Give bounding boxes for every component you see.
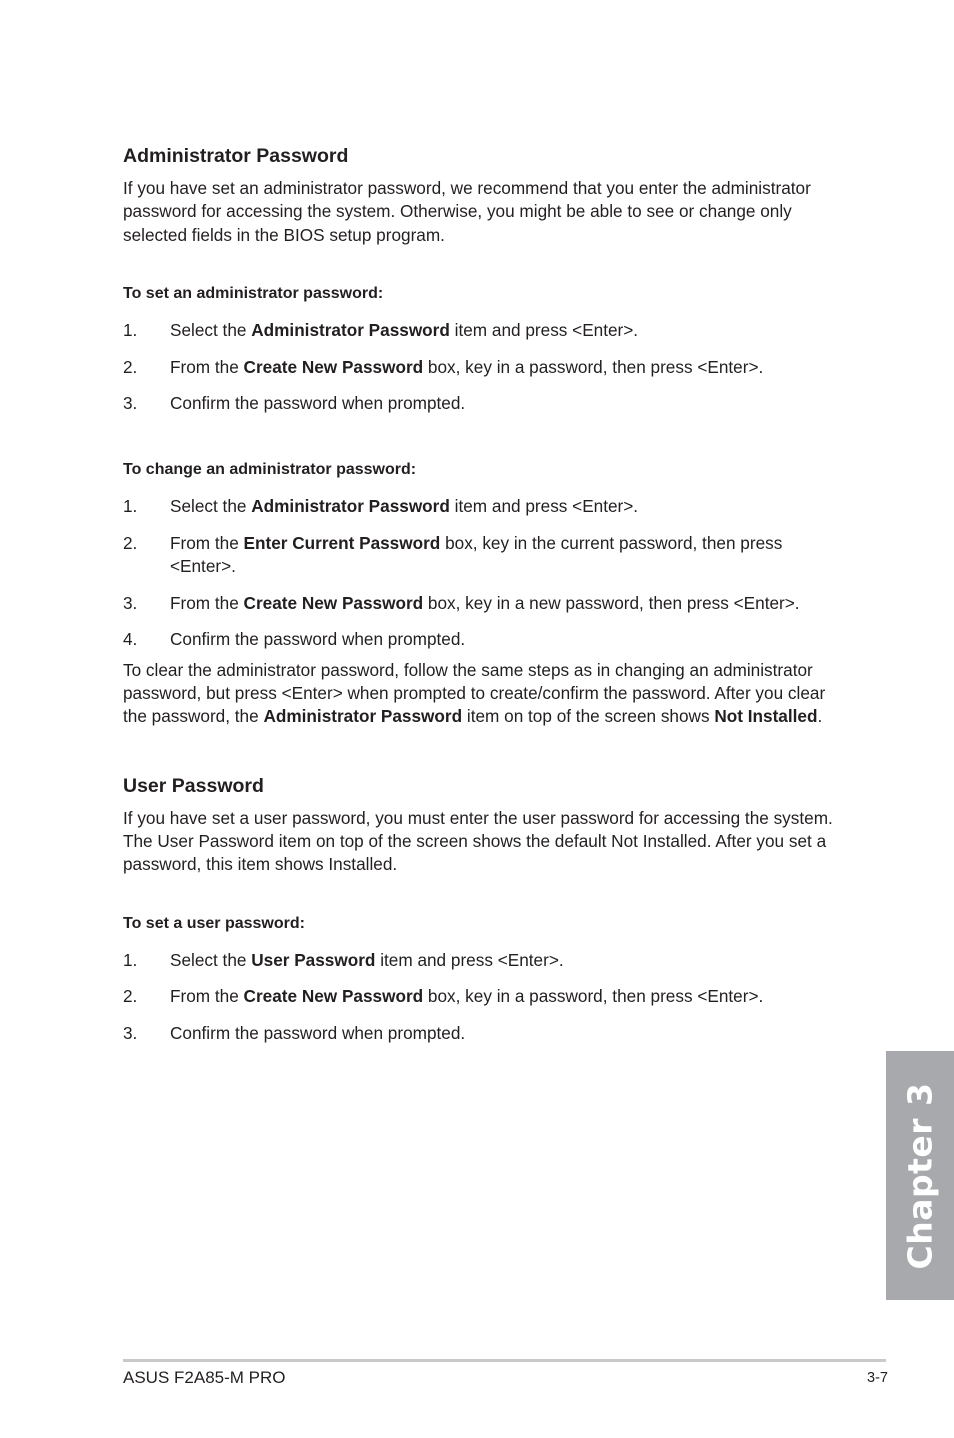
user-password-heading: User Password [123,774,264,797]
change-admin-title: To change an administrator password: [123,460,417,478]
admin-password-intro: If you have set an administrator password, we recommend that you enter the administrator password for accessing the system. Otherwise, you might be able to see or change only selected fields in the BIOS setup program. [123,178,811,245]
list-item: 3. From the Create New Password box, key in a new password, then press <Enter>. [123,592,800,613]
footer-page-number: 3-7 [867,1370,888,1386]
list-item: 1. Select the User Password item and press <Enter>. [123,949,564,970]
set-user-title: To set a user password: [123,914,305,932]
list-item: 1. Select the Administrator Password item and press <Enter>. [123,319,639,340]
list-item: 2. From the Enter Current Password box, key in the current password, then press <Enter>. [123,532,783,576]
chapter-tab-label: Chapter 3 [900,1082,940,1269]
list-item: 2. From the Create New Password box, key in a password, then press <Enter>. [123,356,764,377]
set-admin-title: To set an administrator password: [123,284,384,302]
page-content [123,143,843,1045]
list-item: 3. Confirm the password when prompted. [123,393,466,414]
list-item: 3. Confirm the password when prompted. [123,1023,466,1044]
footer-divider [123,1359,886,1362]
list-item: 4. Confirm the password when prompted. [123,629,466,650]
user-password-intro: If you have set a user password, you must enter the user password for accessing the system. The User Password item on top of the screen shows the default Not Installed. After you set a password, this item shows Installed. [123,807,833,875]
clear-admin-paragraph: To clear the administrator password, follow the same steps as in changing an administrator password, but press <Enter> when prompted to create/confirm the password. After you clear the password, the Administrator Password item on top of the screen shows Not Installed. [123,659,826,727]
footer-product: ASUS F2A85-M PRO [123,1368,286,1387]
list-item: 2. From the Create New Password box, key in a password, then press <Enter>. [123,986,764,1007]
chapter-tab [886,1051,954,1300]
list-item: 1. Select the Administrator Password item and press <Enter>. [123,495,639,516]
admin-password-heading: Administrator Password [123,145,349,167]
